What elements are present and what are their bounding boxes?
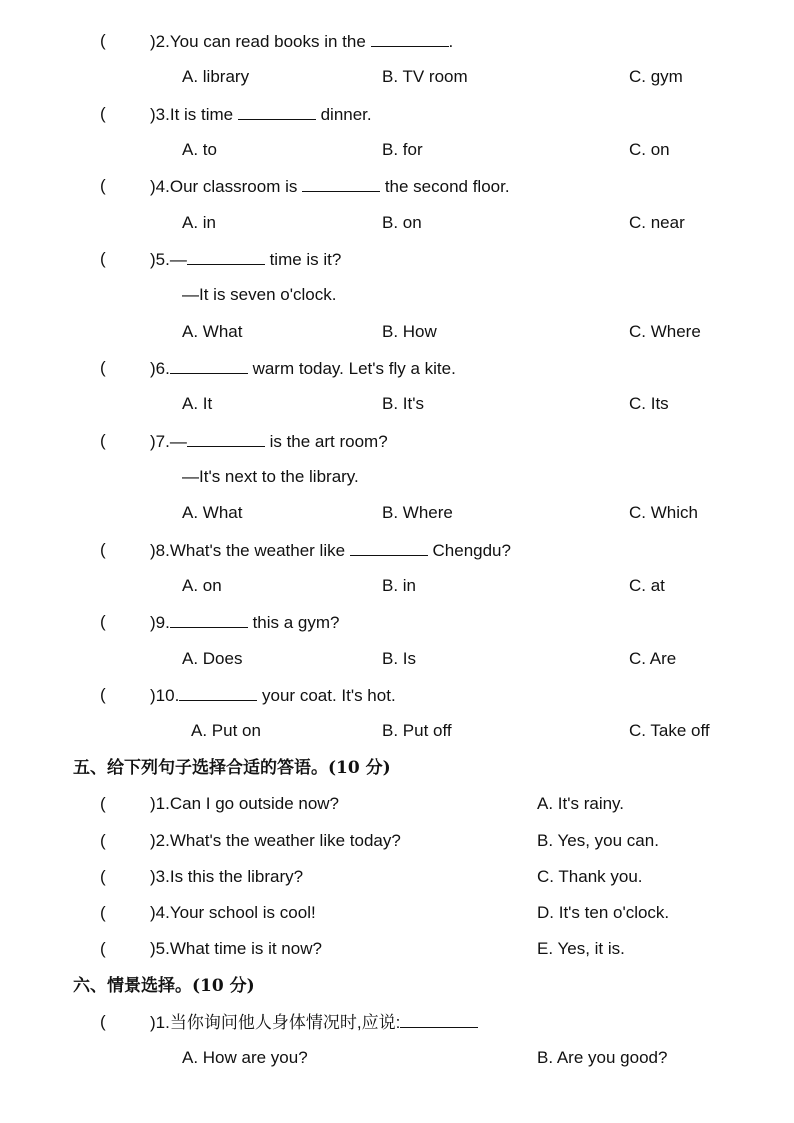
question-text: )6. warm today. Let's fly a kite. (150, 359, 456, 378)
answer-paren[interactable]: ( (100, 31, 106, 50)
fill-blank[interactable] (400, 1011, 478, 1028)
option-b[interactable]: B. It's (382, 394, 424, 413)
answer-paren[interactable]: ( (100, 903, 106, 922)
option-a[interactable]: A. in (182, 213, 217, 232)
option-b[interactable]: B. in (382, 576, 417, 595)
question-text: )9. this a gym? (150, 613, 340, 632)
option-c[interactable]: C. near (629, 213, 685, 232)
option-b[interactable]: B. on (382, 213, 422, 232)
answer-paren[interactable]: ( (100, 176, 106, 195)
option-c[interactable]: C. Its (629, 394, 669, 413)
option-b[interactable]: B. How (382, 322, 437, 341)
question-text: )2.What's the weather like today? (150, 831, 401, 850)
option-b[interactable]: B. TV room (382, 67, 468, 86)
option-b[interactable]: B. Put off (382, 721, 452, 740)
fill-blank[interactable] (238, 103, 316, 120)
answer-paren[interactable]: ( (100, 867, 106, 886)
fill-blank[interactable] (302, 175, 380, 192)
option-a[interactable]: A. How are you? (182, 1048, 308, 1067)
answer-paren[interactable]: ( (100, 612, 106, 631)
option-a[interactable]: A. Put on (191, 721, 261, 740)
option-b[interactable]: B. Where (382, 503, 453, 522)
option-c[interactable]: C. Are (629, 649, 677, 668)
question-text: )3.Is this the library? (150, 867, 304, 886)
reply-line: —It's next to the library. (182, 467, 359, 486)
answer-option: C. Thank you. (537, 867, 643, 886)
question-text: )4.Our classroom is the second floor. (150, 177, 510, 196)
option-c[interactable]: C. gym (629, 67, 683, 86)
option-a[interactable]: A. What (182, 503, 243, 522)
answer-paren[interactable]: ( (100, 685, 106, 704)
question-text: )10. your coat. It's hot. (150, 686, 396, 705)
question-text: )8.What's the weather like Chengdu? (150, 541, 511, 560)
option-b[interactable]: B. Are you good? (537, 1048, 668, 1067)
option-a[interactable]: A. to (182, 140, 217, 159)
option-a[interactable]: A. on (182, 576, 222, 595)
answer-paren[interactable]: ( (100, 431, 106, 450)
question-text: )2.You can read books in the . (150, 32, 454, 51)
question-text: )5.— time is it? (150, 250, 342, 269)
option-b[interactable]: B. for (382, 140, 423, 159)
section-5-title: 五、给下列句子选择合适的答语。(10 分) (73, 758, 391, 778)
option-a[interactable]: A. What (182, 322, 243, 341)
question-text: )1.Can I go outside now? (150, 794, 340, 813)
answer-paren[interactable]: ( (100, 794, 106, 813)
option-a[interactable]: A. Does (182, 649, 243, 668)
option-c[interactable]: C. Where (629, 322, 701, 341)
answer-paren[interactable]: ( (100, 939, 106, 958)
fill-blank[interactable] (350, 539, 428, 556)
question-text: )4.Your school is cool! (150, 903, 316, 922)
option-a[interactable]: A. It (182, 394, 213, 413)
option-c[interactable]: C. Which (629, 503, 698, 522)
answer-option: D. It's ten o'clock. (537, 903, 670, 922)
answer-paren[interactable]: ( (100, 249, 106, 268)
fill-blank[interactable] (187, 430, 265, 447)
answer-option: A. It's rainy. (537, 794, 625, 813)
fill-blank[interactable] (170, 611, 248, 628)
answer-paren[interactable]: ( (100, 358, 106, 377)
answer-option: E. Yes, it is. (537, 939, 625, 958)
option-c[interactable]: C. Take off (629, 721, 710, 740)
answer-paren[interactable]: ( (100, 540, 106, 559)
question-text: )3.It is time dinner. (150, 105, 372, 124)
answer-paren[interactable]: ( (100, 104, 106, 123)
answer-paren[interactable]: ( (100, 831, 106, 850)
answer-paren[interactable]: ( (100, 1012, 106, 1031)
question-text: )1.当你询问他人身体情况时,应说: (150, 1011, 478, 1034)
fill-blank[interactable] (371, 30, 449, 47)
option-a[interactable]: A. library (182, 67, 250, 86)
option-b[interactable]: B. Is (382, 649, 417, 668)
reply-line: —It is seven o'clock. (182, 285, 337, 304)
question-text: )5.What time is it now? (150, 939, 322, 958)
answer-option: B. Yes, you can. (537, 831, 659, 850)
option-c[interactable]: C. on (629, 140, 670, 159)
fill-blank[interactable] (170, 357, 248, 374)
fill-blank[interactable] (179, 684, 257, 701)
option-c[interactable]: C. at (629, 576, 665, 595)
section-6-title: 六、情景选择。(10 分) (73, 976, 255, 996)
fill-blank[interactable] (187, 248, 265, 265)
question-text: )7.— is the art room? (150, 432, 388, 451)
